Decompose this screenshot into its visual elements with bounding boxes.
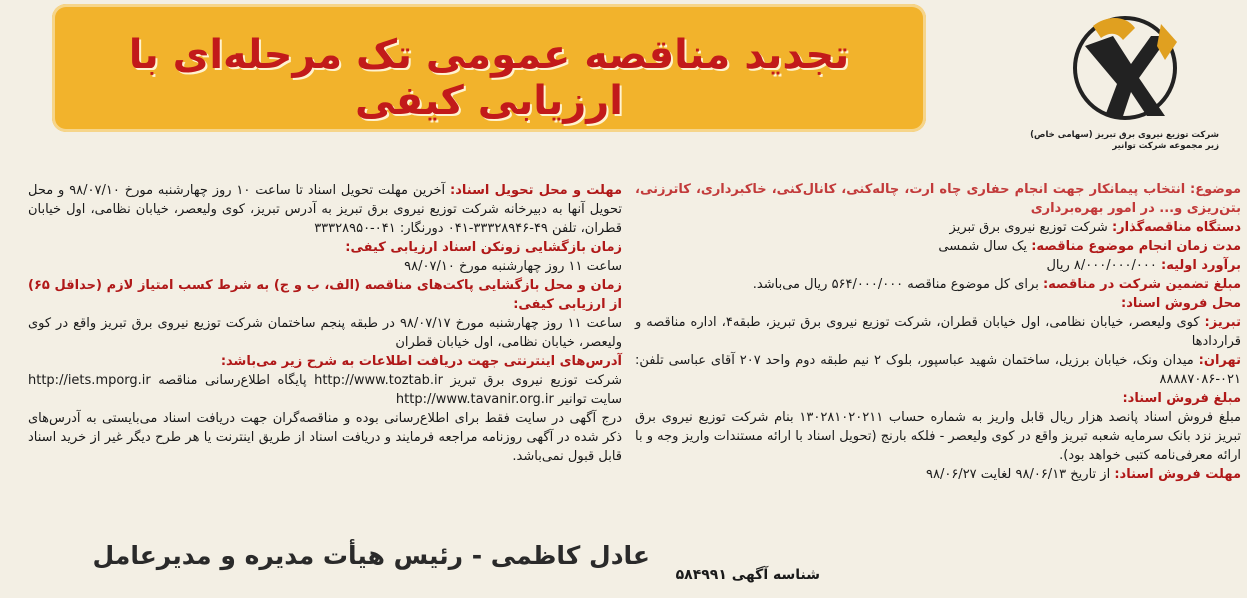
delivery-section: [28, 181, 622, 238]
organizer-label: دستگاه مناقصه‌گذار:: [1111, 220, 1241, 235]
subject-label: موضوع:: [1190, 182, 1241, 197]
deadline-text: از تاریخ ۹۸/۰۶/۱۳ لغایت ۹۸/۰۶/۲۷: [926, 467, 1111, 482]
estimate-section: [635, 256, 1241, 275]
tabriz-label: تبریز:: [1204, 315, 1241, 330]
left-column: [28, 181, 622, 466]
envelope-heading: زمان بازگشایی زونکن اسناد ارزیابی کیفی:: [345, 240, 622, 255]
sale-place-heading: محل فروش اسناد:: [1121, 296, 1241, 311]
company-logo: [1025, 6, 1225, 156]
right-column: [635, 180, 1241, 484]
logo-caption-line1: شرکت توزیع نیروی برق تبریز (سهامی خاص): [1030, 130, 1219, 140]
signature: عادل کاظمی - رئیس هیأت مدیره و مدیرعامل: [92, 541, 650, 570]
estimate-label: برآورد اولیه:: [1161, 258, 1241, 273]
subject-section: [635, 180, 1241, 218]
subject-text: انتخاب پیمانکار جهت انجام حفاری چاه ارت، چاله‌کنی، کانال‌کنی، خاکبرداری، کاترزنی، بتن‌ریزی و... در امور بهره‌برداری: [635, 182, 1241, 216]
tehran-section: [635, 351, 1241, 389]
organizer-section: [635, 218, 1241, 237]
tabriz-text: کوی ولیعصر، خیابان نظامی، اول خیابان قطران، شرکت توزیع نیروی برق تبریز، طبقه۴، اداره مناقصه و قراردادها: [635, 315, 1241, 349]
deadline-section: [635, 465, 1241, 484]
duration-label: مدت زمان انجام موضوع مناقصه:: [1031, 239, 1241, 254]
guarantee-label: مبلغ تضمین شرکت در مناقصه:: [1042, 277, 1241, 292]
internet-heading: آدرس‌های اینترنتی جهت دریافت اطلاعات به شرح زیر می‌باشد:: [220, 354, 622, 369]
tavanir-logo-icon: [1065, 6, 1185, 126]
logo-caption-line2: زیر مجموعه شرکت توانیر: [1112, 141, 1219, 151]
notice-text: درج آگهی در سایت فقط برای اطلاع‌رسانی بوده و مناقصه‌گران جهت دریافت اسناد می‌بایستی به آدرس‌های ذکر شده در آگهی روزنامه مراجعه فرمایند و دریافت اسناد از طریق اینترنت یا هر طرح دیگر غیر از خرید اسناد قابل قبول نمی‌باشد.: [28, 411, 622, 464]
banner-title: تجدید مناقصه عمومی تک مرحله‌ای با ارزیابی کیفی: [128, 32, 850, 124]
internet-links: شرکت توزیع نیروی برق تبریز http://www.toztab.ir پایگاه اطلاع‌رسانی مناقصه http://iets.mporg.ir سایت توانیر http://www.tavanir.org.ir: [28, 373, 622, 407]
envelope-text: ساعت ۱۱ روز چهارشنبه مورخ ۹۸/۰۷/۱۰: [404, 259, 622, 274]
guarantee-section: [635, 275, 1241, 294]
sale-amount-text: مبلغ فروش اسناد پانصد هزار ریال قابل واریز به شماره حساب ۱۳۰۲۸۱۰۲۰۲۱۱ بنام شرکت توزیع نیروی برق تبریز نزد بانک سرمایه شعبه تبریز واقع در کوی ولیعصر - فلکه بارنج (تحویل اسناد با ارائه مستندات واریز وجه و با ارائه معرفی‌نامه کتبی خواهد بود).: [635, 410, 1241, 463]
organizer-text: شرکت توزیع نیروی برق تبریز: [949, 220, 1108, 235]
packages-heading: زمان و محل بازگشایی پاکت‌های مناقصه (الف، ب و ج) به شرط کسب امتیاز لازم (حداقل ۶۵) از ارزیابی کیفی:: [28, 278, 622, 312]
estimate-text: ۸/۰۰۰/۰۰۰/۰۰۰ ریال: [1046, 258, 1157, 273]
tehran-text: میدان ونک، خیابان برزیل، ساختمان شهید عباسپور، بلوک ۲ نیم طبقه دوم واحد ۲۰۷ آقای عباسی تلفن: ۰۲۱-۸۸۸۸۷۰۸۶: [635, 353, 1241, 387]
ad-id: شناسه آگهی ۵۸۴۹۹۱: [675, 567, 820, 583]
tehran-label: تهران:: [1198, 353, 1241, 368]
sale-amount-heading: مبلغ فروش اسناد:: [1122, 391, 1241, 406]
deadline-label: مهلت فروش اسناد:: [1114, 467, 1241, 482]
tabriz-section: [635, 313, 1241, 351]
duration-section: [635, 237, 1241, 256]
duration-text: یک سال شمسی: [938, 239, 1028, 254]
logo-caption: [1019, 130, 1219, 152]
title-banner: [52, 4, 926, 132]
guarantee-text: برای کل موضوع مناقصه ۵۶۴/۰۰۰/۰۰۰ ریال می‌باشد.: [752, 277, 1039, 292]
delivery-label: مهلت و محل تحویل اسناد:: [450, 183, 622, 198]
delivery-text: آخرین مهلت تحویل اسناد تا ساعت ۱۰ روز چهارشنبه مورخ ۹۸/۰۷/۱۰ و محل تحویل آنها به دبیرخانه شرکت توزیع نیروی برق تبریز به آدرس تبریز، کوی ولیعصر، خیابان نظامی، اول خیابان قطران، تلفن ۴۹-۳۳۳۲۸۹۴۶-۰۴۱ دورنگار: ۰۴۱-۳۳۳۲۸۹۵۰: [28, 183, 622, 236]
packages-text: ساعت ۱۱ روز چهارشنبه مورخ ۹۸/۰۷/۱۷ در طبقه پنجم ساختمان شرکت توزیع نیروی برق تبریز واقع در کوی ولیعصر، خیابان نظامی، اول خیابان قطران: [28, 316, 622, 350]
